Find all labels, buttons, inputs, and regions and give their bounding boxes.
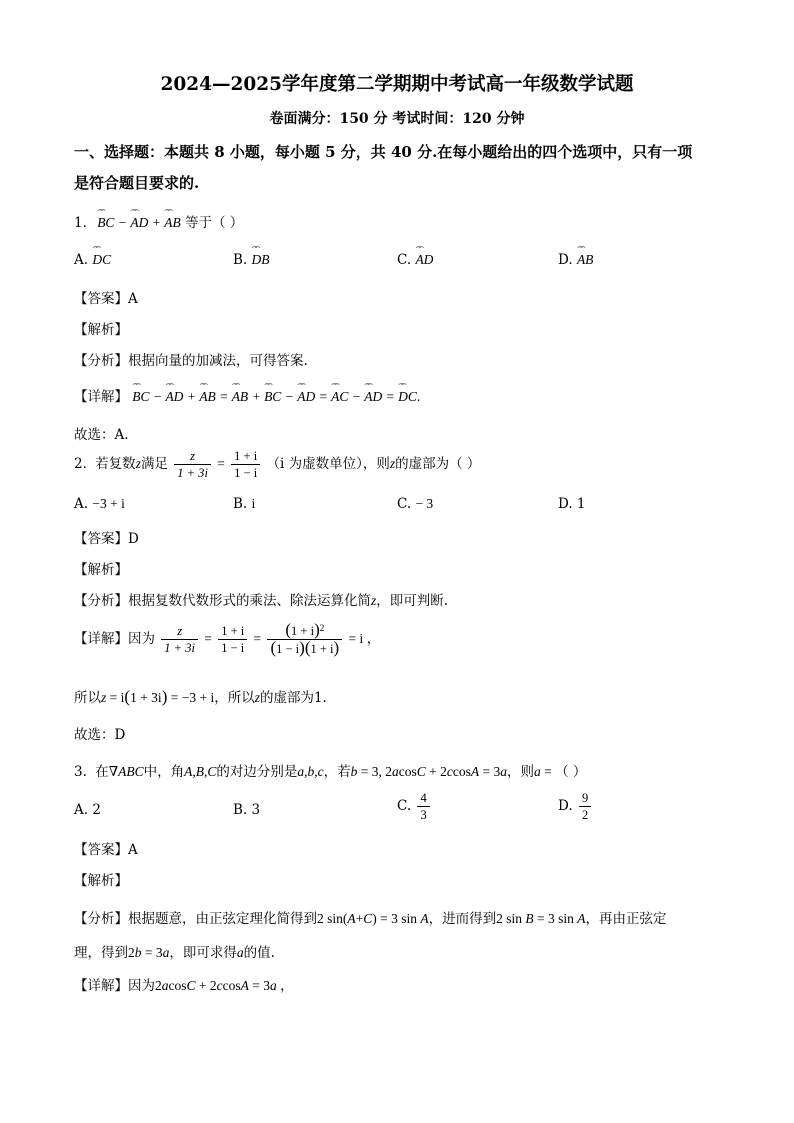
q3-option-d: D. $\frac{9}{2}$ bbox=[558, 790, 593, 823]
section-heading-line2: 是符合题目要求的. bbox=[74, 174, 200, 192]
q3-fenxi-line2: 理，得到2b = 3a，即可求得a的值. bbox=[74, 945, 275, 961]
q1-option-c: C. ⌢⌢ AD bbox=[397, 252, 433, 268]
q2-option-a: A. −3 + i bbox=[74, 496, 125, 512]
section-heading-line1: 一、选择题：本题共 8 小题，每小题 5 分，共 40 分.在每小题给出的四个选项中，只有一项 bbox=[74, 143, 693, 161]
q1-option-d: D. ⌢⌢ AB bbox=[558, 252, 593, 268]
q1-option-b: B. ⌢⌢ DB bbox=[233, 252, 270, 268]
q3-fenxi: 【分析】根据题意，由正弦定理化简得到2 sin(A+C) = 3 sin A，进而得到2 sin B = 3 sin A，再由正弦定 bbox=[74, 911, 667, 927]
q2-fenxi: 【分析】根据复数代数形式的乘法、除法运算化简z，即可判断. bbox=[74, 593, 449, 609]
q3-option-b: B. 3 bbox=[233, 802, 261, 818]
q1-choose: 故选：A. bbox=[74, 427, 129, 443]
q3-stem: 3. 在∇ABC中，角A,B,C的对边分别是a,b,c，若b = 3, 2acosC + 2ccosA = 3a，则a = （ ） bbox=[74, 764, 587, 780]
q2-option-b: B. i bbox=[233, 496, 256, 512]
q2-detail-line2: 所以z = i(1 + 3i) = −3 + i，所以z的虚部为1. bbox=[74, 687, 327, 706]
q1-answer: 【答案】A bbox=[74, 291, 138, 307]
q1-suffix: 等于（ ） bbox=[185, 215, 244, 231]
q2-choose: 故选：D bbox=[74, 727, 126, 743]
q2-answer: 【答案】D bbox=[74, 531, 139, 547]
q1-fenxi: 【分析】根据向量的加减法，可得答案. bbox=[74, 353, 308, 369]
q3-analysis-label: 【解析】 bbox=[74, 873, 128, 889]
q3-detail: 【详解】因为2acosC + 2ccosA = 3a ， bbox=[74, 978, 294, 994]
q1-stem: 1. ⌢⌢ BC − ⌢⌢ AD + ⌢⌢ AB 等于（ ） bbox=[74, 211, 243, 231]
q1-detail: 【详解】 ⌢⌢ BC − ⌢⌢ AD + ⌢⌢ AB = ⌢⌢ AB + ⌢⌢ BC − ⌢⌢ AD = ⌢⌢ AC − ⌢⌢ AD = ⌢⌢ DC. bbox=[74, 385, 420, 405]
page-title: 2024—2025学年度第二学期期中考试高一年级数学试题 bbox=[160, 74, 634, 95]
exam-info: 卷面满分：150 分 考试时间：120 分钟 bbox=[269, 111, 525, 127]
q3-option-c: C. $\frac{4}{3}$ bbox=[397, 790, 432, 823]
q2-analysis-label: 【解析】 bbox=[74, 562, 128, 578]
q3-answer: 【答案】A bbox=[74, 842, 138, 858]
q2-stem: 2. 若复数z满足 $\frac{z}{1 + 3i}$ = $\frac{1 + i}{1 - i}$ （i 为虚数单位），则z的虚部为（ ） bbox=[74, 449, 481, 480]
q2-detail: 【详解】因为 $\frac{z}{1 + 3i}$ = $\frac{1 + i}{1 - i}$ = $\frac{(1 + i)^2}{(1 - i)(1 + i)}$ = i ， bbox=[74, 620, 381, 657]
q2-option-c: C. − 3 bbox=[397, 496, 434, 512]
q2-option-d: D. 1 bbox=[558, 496, 586, 512]
q1-option-a: A. ⌢⌢ DC bbox=[74, 252, 111, 268]
q3-option-a: A. 2 bbox=[74, 802, 101, 818]
q1-analysis-label: 【解析】 bbox=[74, 322, 128, 338]
q1-number: 1. bbox=[74, 215, 87, 231]
